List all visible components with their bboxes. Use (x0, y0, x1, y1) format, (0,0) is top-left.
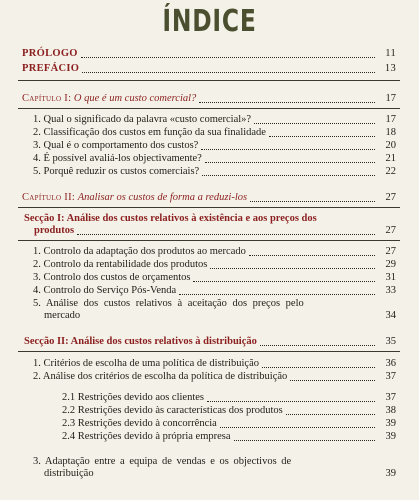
leader-dots (269, 135, 375, 137)
toc-subentry[interactable] (62, 418, 396, 430)
entry-label: 1. Qual o significado da palavra «custo comercial»? (33, 114, 252, 125)
toc-entry[interactable] (33, 127, 396, 139)
leader-dots (199, 101, 375, 103)
entry-label: 5. Porquê reduzir os custos comerciais? (33, 166, 200, 177)
entry-page: 27 (385, 246, 396, 257)
chapter-prefix: Capítulo II: (22, 192, 76, 203)
entry-label: 4. É possível avaliá-los objectivamente? (33, 153, 202, 164)
entry-page: 34 (385, 310, 396, 321)
entry-page: 27 (385, 225, 396, 236)
entry-page: 39 (385, 431, 396, 442)
entry-page: 33 (385, 285, 396, 296)
toc-entry[interactable] (33, 166, 396, 178)
leader-dots (81, 56, 375, 58)
leader-dots (82, 71, 375, 73)
toc-entry-prefacio[interactable] (22, 63, 396, 75)
divider (18, 108, 400, 109)
entry-label: 4. Controlo do Serviço Pós-Venda (33, 285, 177, 296)
entry-page: 31 (385, 272, 396, 283)
toc-entry[interactable] (33, 358, 396, 370)
leader-dots (220, 426, 375, 428)
toc-entry[interactable] (33, 285, 396, 297)
leader-dots (249, 254, 375, 256)
toc-section-1[interactable] (24, 213, 396, 237)
chapter-title: Analisar os custos de forma a reduzi-los (77, 192, 248, 203)
toc-chapter-2[interactable] (22, 192, 396, 204)
toc-entry[interactable] (33, 114, 396, 126)
entry-label: 2. Análise dos critérios de escolha da política de distribuição (33, 371, 288, 382)
leader-dots (250, 200, 375, 202)
entry-label: 2.3 Restrições devido à concorrência (62, 418, 217, 429)
section-title: Secção II: Análise dos custos relativos à distribuição (24, 336, 257, 347)
entry-page: 17 (385, 93, 396, 104)
toc-chapter-1[interactable] (22, 93, 396, 105)
divider (18, 351, 400, 352)
leader-dots (193, 280, 375, 282)
toc-entry[interactable] (33, 259, 396, 271)
entry-label: 1. Critérios de escolha de uma política de distribuição (33, 358, 259, 369)
leader-dots (286, 413, 375, 415)
entry-page: 39 (385, 418, 396, 429)
entry-page: 17 (385, 114, 396, 125)
entry-page: 36 (385, 358, 396, 369)
leader-dots (205, 161, 375, 163)
entry-page: 35 (385, 336, 396, 347)
toc-entry[interactable] (33, 456, 396, 480)
entry-label-line2: distribuição (44, 468, 94, 479)
toc-entry-prologo[interactable] (22, 48, 396, 60)
leader-dots (202, 174, 375, 176)
divider (18, 207, 400, 208)
entry-label: 1. Controlo da adaptação dos produtos ao mercado (33, 246, 246, 257)
toc-entry[interactable] (33, 371, 396, 383)
entry-label: 2.4 Restrições devido à própria empresa (62, 431, 231, 442)
leader-dots (77, 233, 375, 235)
toc-entry[interactable] (33, 140, 396, 152)
section-title-line2: produtos (34, 225, 75, 236)
entry-label-line1: 3. Adaptação entre a equipa de vendas e os objectivos de (33, 456, 292, 467)
leader-dots (234, 439, 375, 441)
entry-label: 2. Controlo da rentabilidade dos produtos (33, 259, 208, 270)
toc-entry[interactable] (33, 272, 396, 284)
entry-page: 38 (385, 405, 396, 416)
chapter-prefix: Capítulo I: (22, 93, 72, 104)
toc-entry[interactable] (33, 153, 396, 165)
entry-label-line1: 5. Análise dos custos relativos à aceitação dos preços pelo (33, 298, 304, 309)
section-title-line1: Secção I: Análise dos custos relativos à existência e aos preços dos (24, 213, 317, 224)
entry-page: 39 (385, 468, 396, 479)
leader-dots (260, 344, 375, 346)
entry-page: 27 (385, 192, 396, 203)
toc-entry[interactable] (33, 298, 396, 322)
entry-page: 11 (385, 48, 396, 59)
divider (18, 80, 400, 81)
leader-dots (207, 400, 375, 402)
entry-label: 3. Controlo dos custos de orçamentos (33, 272, 191, 283)
entry-label: PREFÁCIO (22, 63, 80, 74)
leader-dots (210, 267, 375, 269)
entry-page: 13 (384, 63, 396, 74)
entry-page: 20 (385, 140, 396, 151)
entry-page: 29 (385, 259, 396, 270)
toc-subentry[interactable] (62, 392, 396, 404)
entry-page: 37 (385, 392, 396, 403)
leader-dots (201, 148, 375, 150)
toc-entry[interactable] (33, 246, 396, 258)
entry-label: 3. Qual é o comportamento dos custos? (33, 140, 199, 151)
leader-dots (290, 379, 375, 381)
entry-label: 2.2 Restrições devido às características dos produtos (62, 405, 283, 416)
toc-subentry[interactable] (62, 431, 396, 443)
chapter-title: O que é um custo comercial? (73, 93, 197, 104)
toc-section-2[interactable] (24, 336, 396, 348)
leader-dots (262, 366, 375, 368)
entry-page: 18 (385, 127, 396, 138)
entry-page: 21 (385, 153, 396, 164)
entry-page: 22 (385, 166, 396, 177)
entry-label-line2: mercado (44, 310, 81, 321)
leader-dots (254, 122, 375, 124)
divider (18, 240, 400, 241)
toc-subentry[interactable] (62, 405, 396, 417)
entry-label: 2.1 Restrições devido aos clientes (62, 392, 205, 403)
entry-label: PRÓLOGO (22, 48, 78, 59)
entry-label: 2. Classificação dos custos em função da sua finalidade (33, 127, 266, 138)
page-title: ÍNDICE (162, 4, 257, 39)
leader-dots (179, 293, 375, 295)
entry-page: 37 (385, 371, 396, 382)
